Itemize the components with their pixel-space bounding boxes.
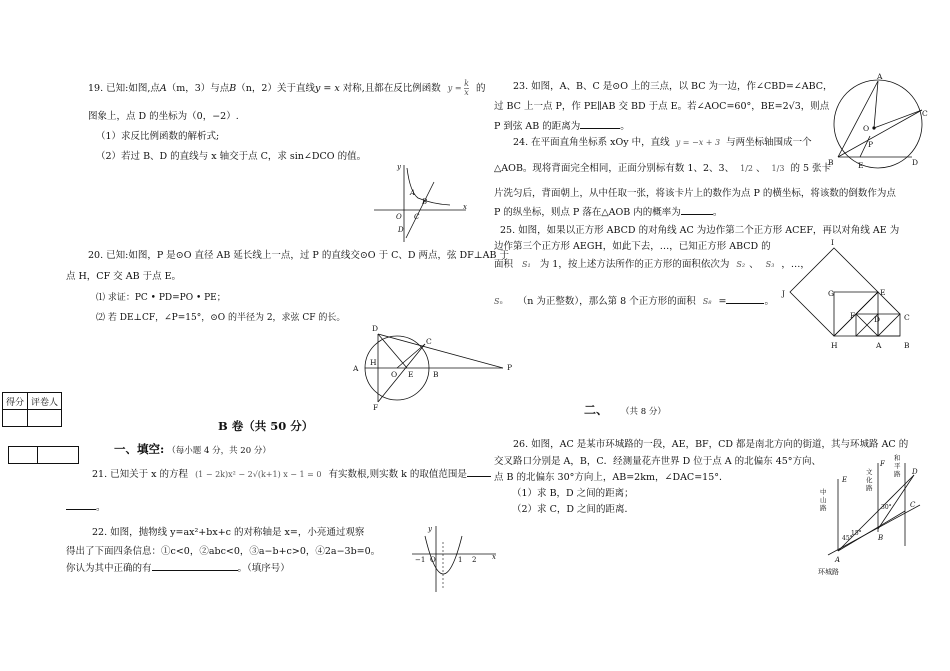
q26-figure: [808, 454, 938, 576]
q25-fig-e: E: [880, 288, 886, 297]
q26-fig-heping: 和平路: [894, 454, 901, 478]
q25-line4: Sₙ （n 为正整数），那么第 8 个正方形的面积 S₈ = 。: [494, 296, 774, 307]
q19-sub2: （2）若过 B、D 的直线与 x 轴交于点 C，求 sin∠DCO 的值。: [96, 151, 367, 162]
score-table: [2, 392, 62, 427]
q26-sub1: （1）求 B，D 之间的距离；: [512, 488, 634, 499]
q25-fig-b: B: [904, 341, 910, 350]
q25-line3: 面积 S₁ 为 1，按上述方法所作的正方形的面积依次为 S₂ 、 S₃ ，…，: [494, 259, 810, 270]
score-label: 得分: [3, 393, 28, 410]
grader-cell-2[interactable]: [38, 447, 79, 464]
q20-fig-o: O: [391, 370, 398, 379]
q22-fig-y: y: [428, 525, 432, 533]
q20-fig-p: P: [507, 363, 513, 372]
q22-fig-1: 1: [458, 556, 463, 564]
q19-fig-b: B: [422, 198, 428, 206]
q19-fraction: y = $\frac{k}{x}$: [447, 79, 469, 97]
q19-line1: 19. 已知:如图,点A（m，3）与点B（n，2）关于直线y = x 对称,且都在反比例函数 y = $\frac{k}{x}$ 的: [88, 79, 486, 97]
q19-sub1: （1）求反比例函数的解析式;: [96, 131, 220, 142]
q26-line1: 26. 如图，AC 是某市环城路的一段，AE，BF，CD 都是南北方向的街道，其与环城路 AC 的: [513, 439, 909, 450]
q24-line1: 24. 在平面直角坐标系 xOy 中，直线 y = −x + 3 与两坐标轴围成一个: [513, 137, 812, 148]
q20-line2: 点 H，CF 交 AB 于点 E。: [66, 271, 182, 282]
q23-fig-e: E: [858, 161, 864, 170]
q25-fig-j: J: [782, 289, 786, 298]
q26-fig-c: C: [910, 501, 916, 509]
q23-fig-a: A: [877, 72, 883, 81]
q19-fig-o: O: [396, 213, 402, 221]
q19-fig-d: D: [398, 226, 404, 234]
q20-figure: [345, 322, 520, 412]
q25-line1: 25. 如图，如果以正方形 ABCD 的对角线 AC 为边作第二个正方形 ACEF，再以对角线 AE 为: [500, 225, 900, 236]
q22-figure: [410, 522, 500, 594]
q19-fig-c: C: [414, 213, 420, 221]
q26-sub2: （2）求 C，D 之间的距离．: [512, 504, 634, 515]
q22-line3: 你认为其中正确的有 。（填序号）: [66, 563, 290, 574]
q22-fig-m1: −1: [415, 556, 426, 564]
q20-fig-e: E: [408, 370, 414, 379]
q26-fig-d: D: [912, 468, 918, 476]
q26-fig-zhongshan: 中山路: [820, 488, 827, 512]
q25-fig-i: I: [831, 238, 834, 247]
q22-line2: 得出了下面四条信息：①c<0，②abc<0，③a−b+c>0，④2a−3b=0。: [66, 546, 381, 557]
q26-fig-wenhua: 文化路: [866, 468, 873, 492]
q22-fig-o: O: [430, 556, 436, 564]
q23-figure: [826, 72, 930, 176]
q20-sub2: ⑵ 若 DE⊥CF，∠P=15°，⊙O 的半径为 2，求弦 CF 的长。: [96, 313, 346, 323]
grader-label: 评卷人: [28, 393, 62, 410]
q22-fig-x: x: [492, 553, 496, 561]
q20-sub1: ⑴ 求证：PC • PD=PO • PE；: [96, 293, 226, 303]
score-cell[interactable]: [3, 410, 28, 427]
fill-heading: 一、填空: （每小题 4 分，共 20 分）: [114, 442, 271, 456]
grader-cell[interactable]: [28, 410, 62, 427]
q26-fig-a: A: [835, 556, 841, 564]
q25-fig-a: A: [876, 341, 882, 350]
q21-line: 21. 已知关于 x 的方程 (1 − 2k)x² − 2√(k+1) x − 1 = 0 有实数根,则实数 k 的取值范围是: [92, 466, 491, 480]
q23-fig-p: P: [868, 140, 874, 149]
q26-fig-15: 15°: [851, 530, 862, 537]
q25-fig-h: H: [831, 341, 838, 350]
q24-line2: △AOB。现将背面完全相同，正面分别标有数 1、2、3、 1/2 、 1/3 的 5 张卡: [494, 163, 832, 174]
q19-fig-x: x: [463, 203, 467, 211]
section-b-title: B 卷（共 50 分）: [218, 419, 314, 433]
q20-line1: 20. 已知:如图，P 是⊙O 直径 AB 延长线上一点，过 P 的直线交⊙O 于 C、D 两点，弦 DF⊥AB 于: [88, 250, 510, 261]
q26-fig-30: 30°: [881, 504, 892, 511]
q25-fig-g: G: [828, 289, 834, 298]
q25-figure: [780, 236, 920, 356]
q20-fig-c: C: [426, 337, 432, 346]
q19-figure: [370, 160, 470, 245]
q23-fig-d: D: [912, 158, 919, 167]
q19-fig-a: A: [410, 189, 416, 197]
q25-fig-c: C: [904, 313, 910, 322]
q26-fig-f: F: [880, 460, 885, 468]
q23-line1: 23. 如图，A、B、C 是⊙O 上的三点，以 BC 为一边，作∠CBD=∠ABC，: [513, 81, 833, 92]
q24-line4: P 的纵坐标，则点 P 落在△AOB 内的概率为 。: [494, 207, 723, 218]
q26-fig-b: B: [878, 534, 884, 542]
q25-line2: 边作第三个正方形 AEGH，如此下去，…，已知正方形 ABCD 的: [494, 241, 771, 252]
score-table-2: [8, 446, 79, 464]
q19-line2: 图象上，点 D 的坐标为（0，−2）.: [88, 111, 239, 122]
q23-fig-b: B: [828, 158, 834, 167]
q20-fig-h: H: [370, 358, 377, 367]
section2-heading: 二、 （共 8 分）: [584, 403, 666, 417]
q23-fig-c: C: [922, 109, 928, 118]
q21-formula: (1 − 2k)x² − 2√(k+1) x − 1 = 0: [195, 470, 322, 479]
q20-fig-a: A: [353, 364, 359, 373]
q26-fig-45: 45°: [842, 535, 853, 542]
q22-line1: 22. 如图，抛物线 y=ax²+bx+c 的对称轴是 x=，小亮通过观察: [92, 527, 365, 538]
q23-line2: 过 BC 上一点 P，作 PE∥AB 交 BD 于点 E。若∠AOC=60°，BE=2√3，则点: [494, 101, 830, 112]
q22-fig-2: 2: [472, 556, 477, 564]
q20-fig-d: D: [372, 324, 379, 333]
q23-line3: P 到弦 AB 的距离为 。: [494, 121, 630, 132]
q25-fig-d: D: [874, 315, 881, 324]
q19-fig-y: y: [397, 163, 401, 171]
q26-fig-e: E: [842, 476, 848, 484]
q26-line2: 交叉路口分别是 A，B，C．经测量花卉世界 D 位于点 A 的北偏东 45°方向、: [494, 456, 822, 467]
q25-fig-f: F: [850, 311, 856, 320]
q24-line3: 片洗匀后，背面朝上，从中任取一张，将该卡片上的数作为点 P 的横坐标，将该数的倒数作为点: [494, 188, 896, 199]
q23-fig-o: O: [863, 124, 870, 133]
q20-fig-f: F: [373, 403, 379, 412]
q26-line3: 点 B 的北偏东 30°方向上，AB=2km，∠DAC=15°．: [494, 472, 729, 483]
q20-fig-b: B: [433, 370, 439, 379]
score-cell-2[interactable]: [9, 447, 38, 464]
q26-fig-huancheng: 环城路: [818, 568, 839, 576]
q21-blank-line: 。: [66, 499, 106, 513]
